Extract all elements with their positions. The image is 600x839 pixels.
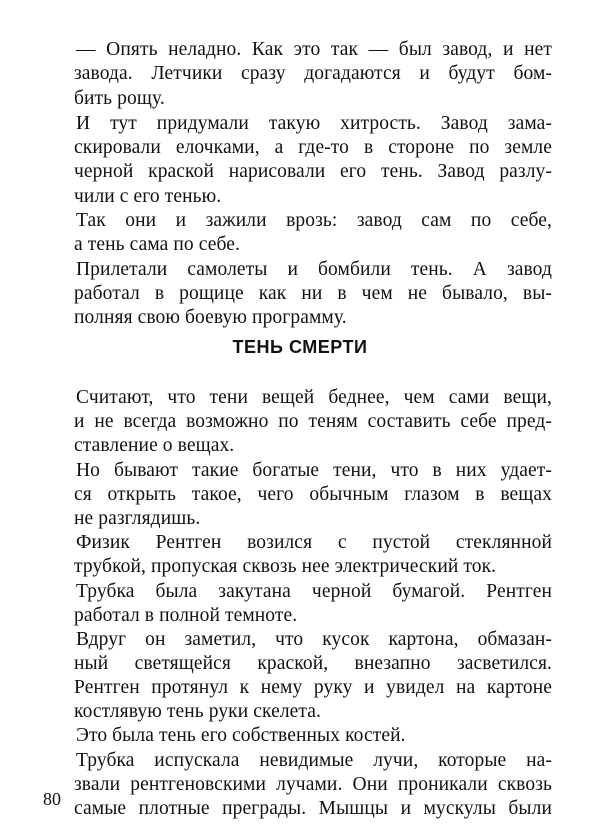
text-line: бить рощу. [74, 88, 165, 109]
text-line: и не всегда возможно по теням составить себе пред- [74, 411, 552, 432]
text-line: Вдруг он заметил, что кусок картона, обмазан- [76, 629, 552, 650]
text-line: Считают, что тени вещей беднее, чем сами вещи, [76, 387, 552, 408]
text-line: ся открыть такое, чего обычным глазом в вещах [74, 484, 552, 505]
text-line: И тут придумали такую хитрость. Завод зама- [76, 113, 552, 134]
text-line: полняя свою боевую программу. [74, 307, 347, 328]
text-line: работал в рощице как ни в чем не бывало, вы- [74, 283, 552, 304]
text-line: Так они и зажили врозь: завод сам по себе, [76, 210, 552, 231]
text-line: не разглядишь. [74, 508, 201, 529]
text-line: Трубка была закутана черной бумагой. Рентген [76, 581, 552, 602]
text-line: Физик Рентген возился с пустой стеклянной [76, 532, 552, 553]
text-line: костлявую тень руки скелета. [74, 701, 322, 722]
text-line: чили с его тенью. [74, 186, 222, 207]
chapter-heading: ТЕНЬ СМЕРТИ [232, 337, 368, 357]
text-line: ный светящейся краской, внезапно засветился. [74, 653, 552, 674]
text-line: Но бывают такие богатые тени, что в них удает- [76, 460, 552, 481]
text-line: — Опять неладно. Как это так — был завод, и нет [76, 39, 552, 60]
text-line: работал в полной темноте. [74, 605, 298, 626]
text-line: Прилетали самолеты и бомбили тень. А завод [76, 259, 552, 280]
text-line: трубкой, пропуская сквозь нее электрический ток. [74, 556, 497, 577]
text-line: скировали елочками, а где-то в стороне по земле [74, 137, 552, 158]
text-line: а тень сама по себе. [74, 234, 240, 255]
text-line: завода. Летчики сразу догадаются и будут бом- [74, 63, 552, 84]
text-line: Это была тень его собственных костей. [76, 725, 406, 746]
text-line: самые плотные преграды. Мышцы и мускулы были [74, 798, 552, 819]
text-line: Рентген протянул к нему руку и увидел на картоне [74, 677, 552, 698]
text-line: звали рентгеновскими лучами. Они проникали сквозь [74, 774, 552, 795]
page-number: 80 [43, 789, 61, 809]
text-line: ставление о вещах. [74, 435, 235, 456]
text-line: черной краской нарисовали его тень. Завод разлу- [74, 161, 552, 182]
text-line: Трубка испускала невидимые лучи, которые на- [76, 750, 552, 771]
